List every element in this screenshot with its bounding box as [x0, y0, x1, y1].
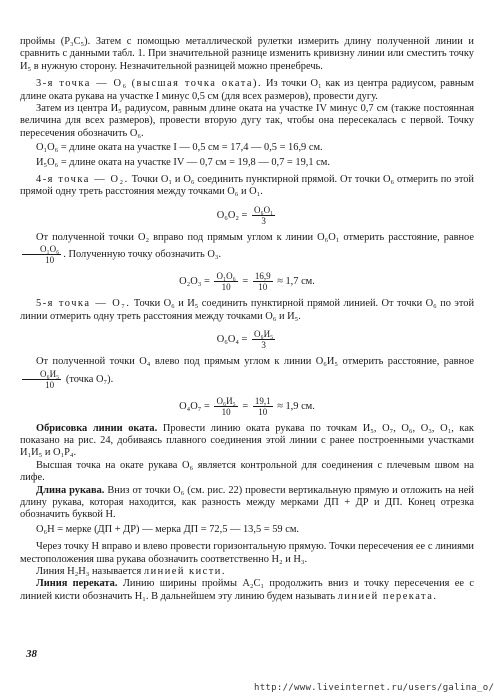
term-fold-line: линией переката. [337, 590, 438, 602]
paragraph-6-text: Точки О₆ и И₅ соединить пунктирной прямой линией. От точки О₆ по этой линии отмерить одну треть расстояния между точками О₆ и И₅. [20, 298, 475, 322]
point-heading-3-note: (высшая точка оката). [131, 78, 263, 90]
section-heading-sleeve-length: Длина рукава. [36, 484, 105, 496]
fraction-denominator: 10 [45, 255, 55, 266]
fraction-denominator: 10 [258, 406, 268, 417]
formula-o6o2-left: О₆О₂ = [216, 209, 248, 221]
paragraph-7-text: От полученной точки О₄ влево под прямым углом к линии О₆И₅ отмерить расстояние, равное [36, 356, 474, 368]
paragraph-11: Через точку Н вправо и влево провести горизонтальную прямую. Точки пересечения ее с линиями местоположения шва рукава обозначить соответственно Н₂ и Н₃. [20, 541, 474, 565]
formula-o6h: О₆Н = мерке (ДП + ДР) — мерка ДП = 72,5 — 13,5 = 59 см. [36, 523, 299, 535]
page-body [20, 36, 474, 603]
fraction-denominator: 10 [258, 282, 268, 293]
paragraph-8-text: Провести линию оката рукава по точкам И₅, О₇, О₆, О₃, О₁, как показано на рис. 24, добиваясь плавного соединения этой линии с ранее построенными участками И₁И₅ и О₁Р₄. [20, 422, 474, 459]
paragraph-2-text: Из точки О₁ как из центра радиусом, равным длине оката рукава на участке I минус 0,5 см (для всех размеров), провести дугу. [20, 78, 474, 102]
fraction-numerator: О₁О₆ [22, 244, 61, 255]
paragraph-6 [20, 298, 474, 323]
paragraph-7-end: (точка О₇). [65, 373, 114, 385]
fraction-numerator: О₆И₅ [216, 395, 236, 406]
fraction-numerator: 19,1 [254, 395, 271, 406]
paragraph-10-text: Вниз от точки О₆ (см. рис. 22) провести вертикальную прямую и отложить на ней длину рукава, которая находится, как разность между мерками ДП + ДР и ДП. Конец отрезка обозначить буквой Н. [20, 484, 474, 521]
paragraph-4 [20, 174, 474, 199]
formula-o4o7-result: ≈ 1,9 см. [277, 400, 315, 412]
paragraph-3: Затем из центра И₅ радиусом, равным длине оката на участке IV минус 0,7 см (также постоянная величина для всех размеров), провести вторую дугу так, чтобы она пересекалась с первой. Точку пересечения обозначить О₆. [20, 103, 474, 139]
formula-o2o3-result: ≈ 1,7 см. [277, 276, 315, 288]
formula-i5o6: И₅О₆ = длине оката на участке IV — 0,7 см = 19,8 — 0,7 = 19,1 см. [36, 156, 330, 168]
fraction [252, 329, 275, 350]
section-heading-fold-line: Линия переката. [36, 578, 118, 590]
paragraph-9: Высшая точка на окате рукава О₆ является контрольной для соединения с плечевым швом на лифе. [20, 459, 474, 484]
point-heading-3: 3-я точка — О₆ [36, 78, 128, 90]
paragraph-1: проймы (P₃C₅). Затем с помощью металлической рулетки измерить длину полученной линии и сравнить с данными табл. 1. При значительной разнице изменить кривизну линии или сместить точку И₅ в нужную сторону. Незначительной разницей можно пренебречь. [20, 36, 474, 72]
watermark-url: http://www.liveinternet.ru/users/galina_o/ [254, 683, 494, 693]
fraction [22, 244, 61, 265]
paragraph-13 [20, 578, 474, 603]
paragraph-13-text: Линию ширины проймы А₂С₁ продолжить вниз и точку пересечения ее с линией кисти обозначить Н₁. В дальнейшем эту линию будем называть [20, 578, 474, 602]
fraction [214, 271, 237, 292]
paragraph-5 [20, 232, 474, 265]
fraction-numerator: О₆И₅ [22, 369, 61, 380]
paragraph-12 [20, 566, 474, 578]
fraction-numerator: О₆О₁ [254, 204, 274, 215]
fraction [253, 271, 273, 292]
paragraph-5-end: . Полученную точку обозначить О₃. [63, 249, 222, 261]
term-wrist-line: линией кисти. [143, 565, 226, 577]
formula-o6o4-left: О₆О₄ = [216, 333, 248, 345]
page-number: 38 [26, 648, 37, 660]
point-heading-5: 5-я точка — О₇. [36, 298, 131, 310]
fraction-denominator: 10 [221, 282, 231, 293]
point-heading-4: 4-я точка — О₂. [36, 174, 129, 186]
fraction [252, 205, 275, 226]
fraction-denominator: 3 [261, 215, 266, 226]
formula-o6o4 [20, 329, 474, 350]
fraction [22, 369, 61, 390]
section-heading-sleeve-cap: Обрисовка линии оката. [36, 422, 158, 434]
fraction [214, 396, 237, 417]
fraction-denominator: 10 [45, 379, 55, 390]
fraction [253, 396, 273, 417]
equals-sign: = [242, 276, 249, 288]
fraction-denominator: 3 [261, 340, 266, 351]
paragraph-12-text: Линия Н₂Н₃ называется [36, 565, 142, 577]
formula-o4o7-left: О₄О₇ = [179, 400, 210, 412]
paragraph-4-text: Точки О₁ и О₆ соединить пунктирной прямой. От точки О₆ отмерить по этой прямой одну треть расстояния между точками О₆ и О₁. [20, 174, 474, 198]
formula-o6o2 [20, 205, 474, 226]
formula-o2o3-left: О₂О₃ = [179, 276, 210, 288]
paragraph-10 [20, 485, 474, 522]
formula-o1o6: О₁О₆ = длине оката на участке I — 0,5 см = 17,4 — 0,5 = 16,9 см. [36, 142, 323, 154]
fraction-numerator: О₆И₅ [254, 329, 274, 340]
fraction-denominator: 10 [221, 406, 231, 417]
paragraph-8 [20, 423, 474, 460]
formula-o2o3 [20, 271, 474, 292]
paragraph-5-text: От полученной точки О₂ вправо под прямым углом к линии О₆О₁ отмерить расстояние, равное [36, 231, 474, 243]
paragraph-7 [20, 356, 474, 389]
paragraph-2 [20, 78, 474, 103]
fraction-numerator: 16,9 [254, 271, 271, 282]
formula-o4o7 [20, 396, 474, 417]
fraction-numerator: О₁О₆ [216, 271, 236, 282]
equals-sign: = [242, 400, 249, 412]
